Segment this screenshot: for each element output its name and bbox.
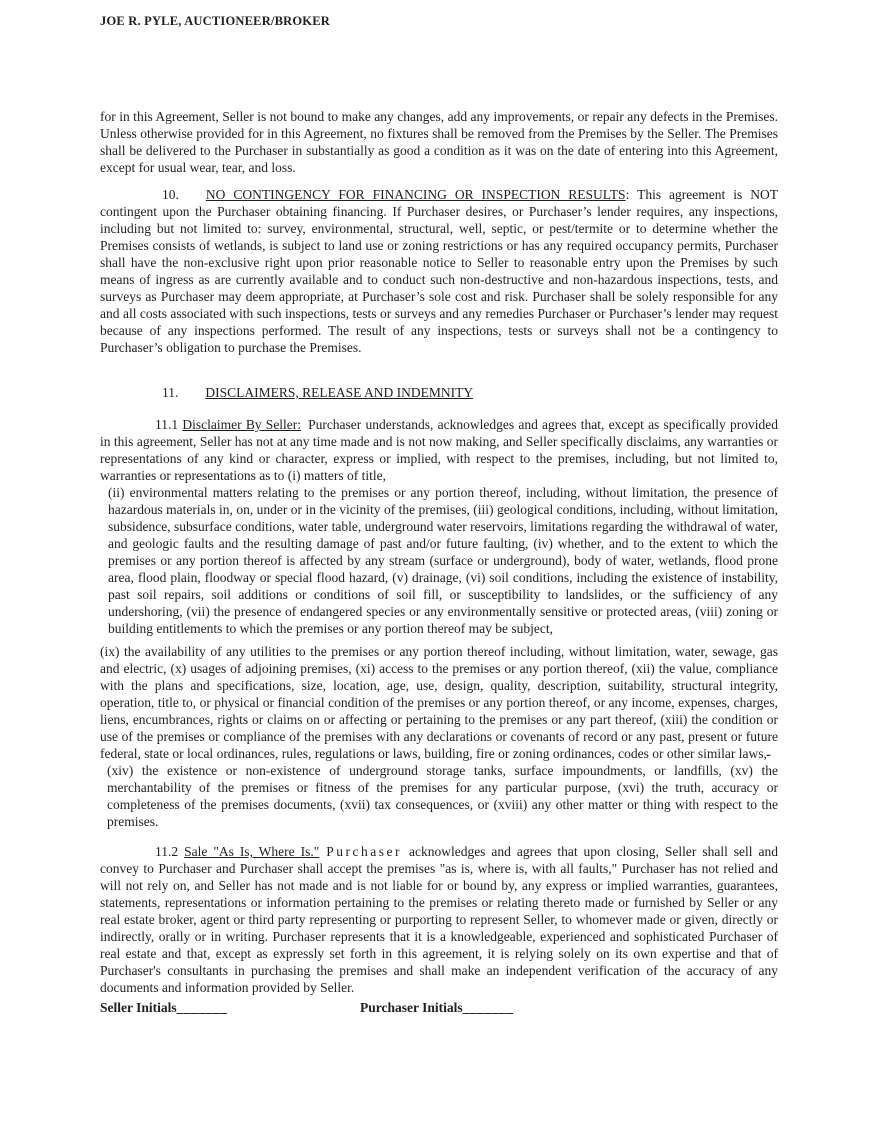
document-header-title: JOE R. PYLE, AUCTIONEER/BROKER (100, 14, 330, 28)
section-10-body: : This agreement is NOT contingent upon the Purchaser obtaining financing. If Purchaser desires, or Purchaser’s lender requires, any inspections, including but not limited to: survey, environmental, structural, well, septic, or pest/termite or to determine whether the Premises consists of wetlands, is subject to land use or zoning restrictions or has any required occupancy permits, Purchaser shall have the non-exclusive right upon prior reasonable notice to Seller to reasonable entry upon the Premises by such means of ingress as are currently available and to conduct such non-destructive and non-hazardous inspections, tests, and surveys as Purchaser may deem appropriate, at Purchaser’s sole cost and risk. Purchaser shall be solely responsible for any and all costs associated with such inspections, tests or surveys and any remedies Purchaser or Purchaser’s lender may request because of any inspections performed. The result of any inspections, tests or surveys shall not be a contingency to Purchaser’s obligation to purchase the Premises. (100, 187, 778, 355)
document-body (100, 108, 778, 1017)
purchaser-initials-blank-field[interactable]: _______ (462, 1000, 514, 1015)
margin-annotation-dash: - (766, 747, 771, 763)
section-11-2-spaced-word: Purchaser (326, 844, 402, 859)
section-11-1-block-xiv: (xiv) the existence or non-existence of underground storage tanks, surface impoundments, or landfills, (xv) the merchantability of the premises or fitness of the premises for any particular purpose, (xvi) the truth, accuracy or completeness of the premises documents, (xvii) tax consequences, or (xviii) any other matter or thing with respect to the premises. (107, 763, 778, 829)
seller-initials-label: Seller Initials (100, 1000, 177, 1015)
section-11-number: 11. (162, 385, 179, 400)
section-11-2-heading: Sale "As Is, Where Is." (184, 844, 320, 859)
initials-row (100, 999, 778, 1017)
section-11-2-number: 11.2 (155, 844, 179, 859)
section-11-heading: DISCLAIMERS, RELEASE AND INDEMNITY (205, 385, 474, 400)
section-10-heading: NO CONTINGENCY FOR FINANCING OR INSPECTION RESULTS (205, 187, 626, 202)
paragraph-continuation: for in this Agreement, Seller is not bound to make any changes, add any improvements, or repair any defects in the Premises. Unless otherwise provided for in this Agreement, no fixtures shall be removed from the Premises by the Seller. The Premises shall be delivered to the Purchaser in substantially as good a condition as it was on the date of entering into this Agreement, except for usual wear, tear, and loss. (100, 109, 778, 175)
section-11-1-intro-paragraph (100, 416, 778, 484)
section-10-paragraph (100, 186, 778, 356)
section-11-1-block-ix: (ix) the availability of any utilities to the premises or any portion thereof including, without limitation, water, sewage, gas and electric, (x) usages of adjoining premises, (xi) access to the premises or any portion thereof, (xii) the value, compliance with the plans and specifications, size, location, age, use, design, quality, description, suitability, structural integrity, operation, title to, or physical or financial condition of the premises or any portion thereof, or any income, expenses, charges, liens, encumbrances, rights or claims on or affecting or pertaining to the premises or any part thereof, (xiii) the condition or use of the premises or compliance of the premises with any declarations or covenants of record or any past, present or future federal, state or local ordinances, rules, regulations or laws, building, fire or zoning ordinances, codes or other similar laws, (100, 644, 778, 761)
section-11-2-paragraph (100, 843, 778, 996)
seller-initials-blank-field[interactable]: _______ (176, 1000, 228, 1015)
section-11-1-intro: Purchaser understands, acknowledges and agrees that, except as specifically provided in this agreement, Seller has not at any time made and is not now making, and Seller specifically disclaims, any warranties or representations of any kind or character, express or implied, with respect to the premises, including, but not limited to, warranties or representations as to (i) matters of title, (100, 417, 778, 483)
section-10-number: 10. (162, 187, 179, 202)
section-11-heading-line (100, 384, 778, 401)
section-11-1-heading: Disclaimer By Seller: (182, 417, 302, 432)
purchaser-initials-label: Purchaser Initials (360, 1000, 463, 1015)
section-11-2-body: acknowledges and agrees that upon closing, Seller shall sell and convey to Purchaser and Purchaser shall accept the premises "as is, where is, with all faults," Purchaser has not relied and will not rely on, and Seller has not made and is not liable for or bound by, any express or implied warranties, guarantees, statements, representations or information pertaining to the premises or relating thereto made or furnished by Seller or any real estate broker, agent or third party representing or purporting to represent Seller, to whomever made or given, directly or indirectly, orally or in writing. Purchaser represents that it is a knowledgeable, experienced and sophisticated Purchaser of real estate and that, except as expressly set forth in this agreement, it is relying solely on its own expertise and that of Purchaser's consultants in purchasing the premises and shall make an independent verification of the accuracy of any documents and information provided by Seller. (100, 844, 779, 995)
section-11-1-number: 11.1 (155, 417, 179, 432)
section-11-1-block-ii: (ii) environmental matters relating to the premises or any portion thereof, including, without limitation, the presence of hazardous materials in, on, under or in the vicinity of the premises, (iii) geological conditions, including, without limitation, subsidence, subsurface conditions, water table, underground water reservoirs, limitations regarding the withdrawal of water, and geologic faults and the resulting damage of past and/or future faulting, (iv) whether, and to the extent to which the premises or any portion thereof is affected by any stream (surface or underground), body of water, wetlands, flood prone area, flood plain, floodway or special flood hazard, (v) drainage, (vi) soil conditions, including the existence of instability, past soil repairs, soil additions or conditions of soil fill, or susceptibility to landslides, or the sufficiency of any undershoring, (vii) the presence of endangered species or any environmentally sensitive or protected areas, (viii) zoning or building entitlements to which the premises or any portion thereof may be subject, (108, 485, 778, 636)
purchaser-initials-group (360, 999, 513, 1016)
